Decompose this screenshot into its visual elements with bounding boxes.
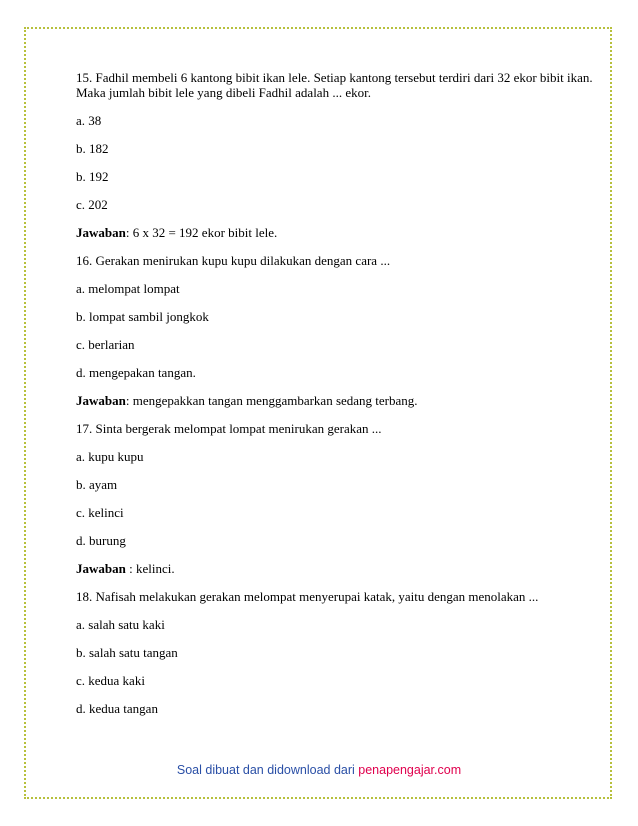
answer-text: : mengepakkan tangan menggambarkan sedang terbang. xyxy=(125,393,418,408)
page-footer xyxy=(0,763,638,777)
option: d. mengepakan tangan. xyxy=(76,365,196,380)
option: a. melompat lompat xyxy=(76,281,180,296)
question-text: Nafisah melakukan gerakan melompat menyerupai katak, yaitu dengan menolakan ... xyxy=(95,589,539,604)
answer-16 xyxy=(76,393,596,408)
answer-text: : 6 x 32 = 192 ekor bibit lele. xyxy=(125,225,278,240)
option: b. lompat sambil jongkok xyxy=(76,309,209,324)
question-number: 18. xyxy=(76,589,93,604)
footer-site-link[interactable]: penapengajar.com xyxy=(358,763,462,777)
answer-17 xyxy=(76,561,596,576)
answer-text: : kelinci. xyxy=(125,561,175,576)
option: b. ayam xyxy=(76,477,118,492)
question-17 xyxy=(76,421,596,436)
option: b. 182 xyxy=(76,141,109,156)
question-text: Sinta bergerak melompat lompat menirukan gerakan ... xyxy=(95,421,382,436)
option: c. 202 xyxy=(76,197,108,212)
option: b. 192 xyxy=(76,169,109,184)
answer-label: Jawaban xyxy=(76,225,126,240)
question-15 xyxy=(76,70,596,100)
option: a. kupu kupu xyxy=(76,449,144,464)
option: d. burung xyxy=(76,533,126,548)
answer-label: Jawaban xyxy=(76,561,126,576)
question-number: 16. xyxy=(76,253,93,268)
option: d. kedua tangan xyxy=(76,701,158,716)
option: c. kedua kaki xyxy=(76,673,145,688)
question-18 xyxy=(76,589,596,604)
question-number: 17. xyxy=(76,421,93,436)
question-number: 15. xyxy=(76,70,93,85)
option: b. salah satu tangan xyxy=(76,645,178,660)
question-text: Fadhil membeli 6 kantong bibit ikan lele. Setiap kantong tersebut terdiri dari 32 ekor bibit ikan. Maka jumlah bibit lele yang dibeli Fadhil adalah ... ekor. xyxy=(76,70,593,100)
option: a. salah satu kaki xyxy=(76,617,165,632)
answer-15 xyxy=(76,225,596,240)
option: c. kelinci xyxy=(76,505,124,520)
question-16 xyxy=(76,253,596,268)
answer-label: Jawaban xyxy=(76,393,126,408)
option: a. 38 xyxy=(76,113,102,128)
question-text: Gerakan menirukan kupu kupu dilakukan dengan cara ... xyxy=(95,253,391,268)
document-content xyxy=(76,70,596,716)
option: c. berlarian xyxy=(76,337,135,352)
footer-prefix: Soal dibuat dan didownload dari xyxy=(176,763,359,777)
